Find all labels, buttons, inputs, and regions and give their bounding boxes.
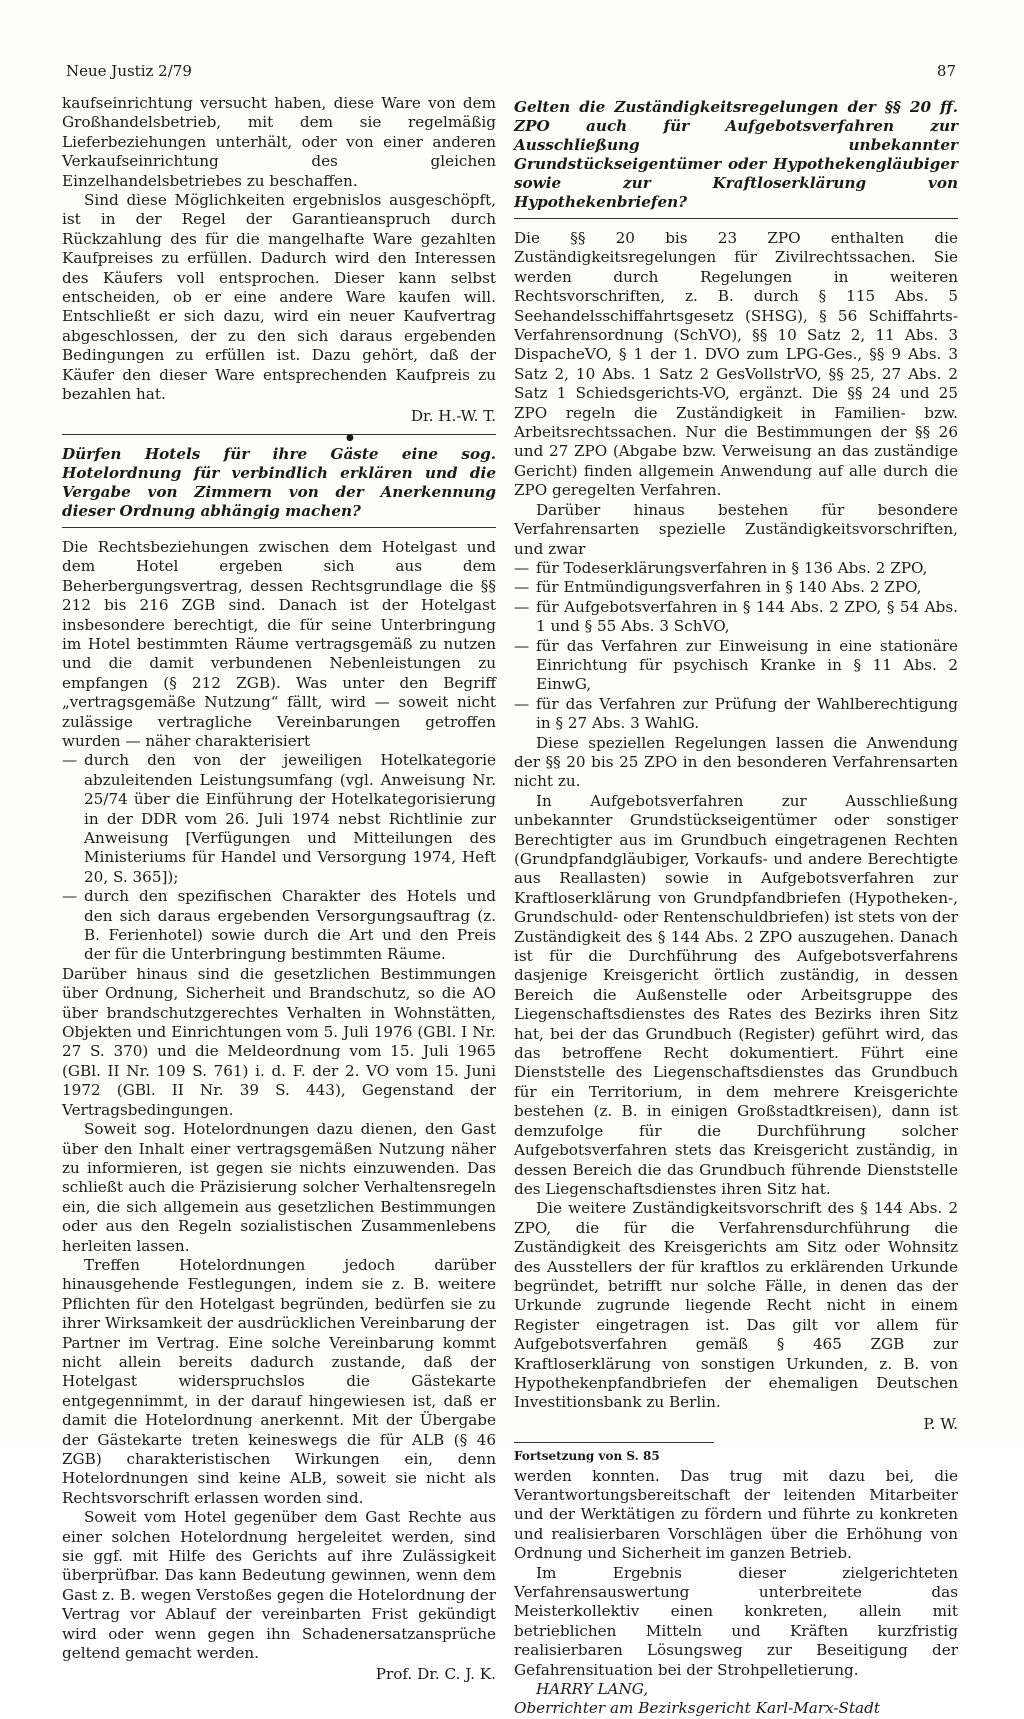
dash-item: — für Todeserklärungsverfahren in § 136 Abs. 2 ZPO,	[514, 558, 928, 577]
author-name: HARRY LANG,	[536, 1680, 649, 1699]
dash-item: — für das Verfahren zur Einweisung in eine stationäre Einrichtung für psychisch Kranke in § 11 Abs. 2 EinwG,	[514, 636, 958, 694]
dash-item: — für das Verfahren zur Prüfung der Wahlberechtigung in § 27 Abs. 3 WahlG.	[514, 694, 958, 733]
dash-item: — für Aufgebotsverfahren in § 144 Abs. 2 ZPO, § 54 Abs. 1 und § 55 Abs. 3 SchVO,	[514, 597, 958, 636]
author-title: Oberrichter am Bezirksgericht Karl-Marx-Stadt	[514, 1699, 880, 1718]
paragraph: Darüber hinaus bestehen für besondere Verfahrensarten spezielle Zuständigkeitsvorschriften, und zwar	[514, 500, 958, 558]
author-signature: P. W.	[923, 1414, 958, 1433]
paragraph: werden konnten. Das trug mit dazu bei, die Verantwortungsbereitschaft der leitenden Mitarbeiter und der Werktätigen zu fördern und führte zu konkreten und realisierbaren Vorschlägen über die Erhöhung von Ordnung und Sicherheit im ganzen Betrieb.	[514, 1466, 958, 1563]
paragraph: Diese speziellen Regelungen lassen die Anwendung der §§ 20 bis 25 ZPO in den besonderen Verfahrensarten nicht zu.	[514, 733, 958, 791]
author-signature: Dr. H.-W. T.	[410, 406, 496, 425]
journal-title: Neue Justiz 2/79	[66, 62, 192, 80]
paragraph: Treffen Hotelordnungen jedoch darüber hinausgehende Festlegungen, indem sie z. B. weitere Pflichten für den Hotelgast begründen, bedürfen sie zu ihrer Wirksamkeit der ausdrücklichen Vereinbarung der Partner im Vertrag. Eine solche Vereinbarung kommt nicht allein bereits dadurch zustande, daß der Hotelgast widerspruchslos die Gästekarte entgegennimmt, in der darauf hingewiesen ist, daß er damit die Hotelordnung anerkennt. Mit der Übergabe der Gästekarte treten keineswegs die für ALB (§ 46 ZGB) charakteristischen Wirkungen ein, denn Hotelordnungen sind keine ALB, soweit sie nicht als Rechtsvorschrift erlassen worden sind.	[62, 1255, 496, 1507]
right-column	[514, 94, 958, 1719]
running-header	[66, 62, 956, 84]
paragraph: Die weitere Zuständigkeitsvorschrift des § 144 Abs. 2 ZPO, die für die Verfahrensdurchführung die Zuständigkeit des Kreisgerichts am Sitz oder Wohnsitz des Ausstellers der für kraftlos zu erklärenden Urkunde begründet, betrifft nur solche Fälle, in denen das der Urkunde zugrunde liegende Recht nicht in einem Register eingetragen ist. Das gilt vor allem für Aufgebotsverfahren gemäß § 465 ZGB zur Kraftloserklärung von sonstigen Urkunden, z. B. von Hypothekenpfandbriefen der ehemaligen Deutschen Investitionsbank zu Berlin.	[514, 1199, 958, 1412]
question-heading: Dürfen Hotels für ihre Gäste eine sog. Hotelordnung für verbindlich erklären und die Vergabe von Zimmern von der Anerkennung dieser Ordnung abhängig machen?	[62, 441, 496, 528]
section-divider	[62, 432, 496, 443]
question-heading: Gelten die Zuständigkeitsregelungen der §§ 20 ff. ZPO auch für Aufgebotsverfahren zur Ausschließung unbekannter Grundstückseigentümer oder Hypothekengläubiger sowie zur Kraftloserklärung von Hypothekenbriefen?	[514, 94, 958, 219]
page-number: 87	[936, 62, 956, 80]
left-column	[62, 94, 496, 1685]
paragraph: Im Ergebnis dieser zielgerichteten Verfahrensauswertung unterbreitete das Meisterkollektiv einen konkreten, allein mit betrieblichen Mitteln und Kräften kurzfristig realisierbaren Lösungsweg zur Beseitigung der Gefahrensituation bei der Strohpelletierung.	[514, 1563, 958, 1679]
divider-mark: ●	[346, 432, 354, 443]
author-signature: Prof. Dr. C. J. K.	[375, 1665, 496, 1684]
paragraph: Soweit sog. Hotelordnungen dazu dienen, den Gast über den Inhalt einer vertragsgemäßen Nutzung näher zu informieren, ist gegen sie nichts einzuwenden. Das schließt auch die Präzisierung solcher Verhaltensregeln ein, die sich allgemein aus gesetzlichen Bestimmungen oder aus den Regeln sozialistischen Zusammenlebens herleiten lassen.	[62, 1120, 496, 1255]
paragraph: kaufseinrichtung versucht haben, diese Ware von dem Großhandelsbetrieb, mit dem sie regelmäßig Lieferbeziehungen unterhält, oder von einer anderen Verkaufseinrichtung des gleichen Einzelhandelsbetriebes zu beschaffen.	[62, 94, 496, 190]
paragraph: Die §§ 20 bis 23 ZPO enthalten die Zuständigkeitsregelungen für Zivilrechtssachen. Sie werden durch Regelungen in weiteren Rechtsvorschriften, z. B. durch § 115 Abs. 5 Seehandelsschiffahrtsgesetz (SHSG), § 56 Schiffahrts-Verfahrensordnung (SchVO), §§ 10 Satz 2, 11 Abs. 3 DispacheVO, § 1 der 1. DVO zum LPG-Ges., §§ 9 Abs. 3 Satz 2, 10 Abs. 1 Satz 2 GesVollstrVO, §§ 25, 27 Abs. 2 Satz 1 Schiedsgerichts-VO, ergänzt. Die §§ 24 und 25 ZPO regeln die Zuständigkeit in Familien- bzw. Arbeitsrechtssachen. Nur die Bestimmungen der §§ 26 und 27 ZPO (Abgabe bzw. Verweisung an das zuständige Gericht) finden allgemein Anwendung auf alle durch die ZPO geregelten Verfahren.	[514, 229, 958, 500]
dash-item: — für Entmündigungsverfahren in § 140 Abs. 2 ZPO,	[514, 578, 922, 597]
paragraph: Soweit vom Hotel gegenüber dem Gast Rechte aus einer solchen Hotelordnung hergeleitet werden, sind sie ggf. mit Hilfe des Gerichts auf ihre Zulässigkeit überprüfbar. Das kann Bedeutung gewinnen, wenn dem Gast z. B. wegen Verstoßes gegen die Hotelordnung der Vertrag vor Ablauf der vereinbarten Frist gekündigt wird oder wenn gegen ihn Schadenersatzansprüche geltend gemacht werden.	[62, 1508, 496, 1663]
paragraph: In Aufgebotsverfahren zur Ausschließung unbekannter Grundstückseigentümer oder sonstiger Berechtigter aus im Grundbuch eingetragenen Rechten (Grundpfandgläubiger, Vorkaufs- und andere Berechtigte aus Reallasten) sowie in Aufgebotsverfahren zur Kraftloserklärung von Grundpfandbriefen (Hypotheken-, Grundschuld- oder Rentenschuldbriefen) ist stets von der Zuständigkeit des § 144 Abs. 2 ZPO auszugehen. Danach ist für die Durchführung des Aufgebotsverfahrens dasjenige Kreisgericht örtlich zuständig, in dessen Bereich die Außenstelle oder Arbeitsgruppe des Liegenschaftsdienstes des Rates des Bezirks ihren Sitz hat, bei der das Grundbuch (Register) geführt wird, das das betroffene Recht dokumentiert. Führt eine Dienststelle des Liegenschaftsdienstes das Grundbuch für ein Territorium, in dem mehrere Kreisgerichte bestehen (z. B. in einigen Großstadtkreisen), dann ist demzufolge für die Durchführung solcher Aufgebotsverfahren stets das Kreisgericht zuständig, in dessen Bereich die das Grundbuch führende Dienststelle des Liegenschaftsdienstes ihren Sitz hat.	[514, 791, 959, 1198]
dash-item: — durch den von der jeweiligen Hotelkategorie abzuleitenden Leistungsumfang (vgl. Anweisung Nr. 25/74 über die Einführung der Hotelkategorisierung in der DDR vom 26. Juli 1974 nebst Richtlinie zur Anweisung [Verfügungen und Mitteilungen des Ministeriums für Handel und Versorgung 1974, Heft 20, S. 365]);	[62, 751, 496, 886]
paragraph: Darüber hinaus sind die gesetzlichen Bestimmungen über Ordnung, Sicherheit und Brandschutz, so die AO über brandschutzgerechtes Verhalten in Wohnstätten, Objekten und Einrichtungen vom 5. Juli 1976 (GBl. I Nr. 27 S. 370) und die Meldeordnung vom 15. Juli 1965 (GBl. II Nr. 109 S. 761) i. d. F. der 2. VO vom 15. Juni 1972 (GBl. II Nr. 39 S. 443), Gegenstand der Vertragsbedingungen.	[62, 964, 496, 1119]
continuation-note: Fortsetzung von S. 85	[514, 1442, 714, 1466]
dash-item: — durch den spezifischen Charakter des Hotels und den sich daraus ergebenden Versorgungsauftrag (z. B. Ferienhotel) sowie durch die Art und den Preis der für die Unterbringung bestimmten Räume.	[62, 887, 496, 964]
paragraph: Die Rechtsbeziehungen zwischen dem Hotelgast und dem Hotel ergeben sich aus dem Beherbergungsvertrag, dessen Rechtsgrundlage die §§ 212 bis 216 ZGB sind. Danach ist der Hotelgast insbesondere berechtigt, die für seine Unterbringung im Hotel bestimmten Räume vertragsgemäß zu nutzen und die damit verbundenen Nebenleistungen zu empfangen (§ 212 ZGB). Was unter den Begriff „vertragsgemäße Nutzung“ fällt, wird — soweit nicht zulässige vertragliche Vereinbarungen getroffen wurden — näher charakterisiert	[62, 537, 496, 750]
paragraph: Sind diese Möglichkeiten ergebnislos ausgeschöpft, ist in der Regel der Garantieanspruch durch Rückzahlung des für die mangelhafte Ware gezahlten Kaufpreises zu erfüllen. Dadurch wird den Interessen des Käufers voll entsprochen. Dieser kann selbst entscheiden, ob er eine andere Ware kaufen will. Entschließt er sich dazu, wird ein neuer Kaufvertrag abgeschlossen, der zu den sich daraus ergebenden Bedingungen zu erfüllen ist. Dazu gehört, daß der Käufer den dieser Ware entsprechenden Kaufpreis zu bezahlen hat.	[62, 191, 496, 404]
